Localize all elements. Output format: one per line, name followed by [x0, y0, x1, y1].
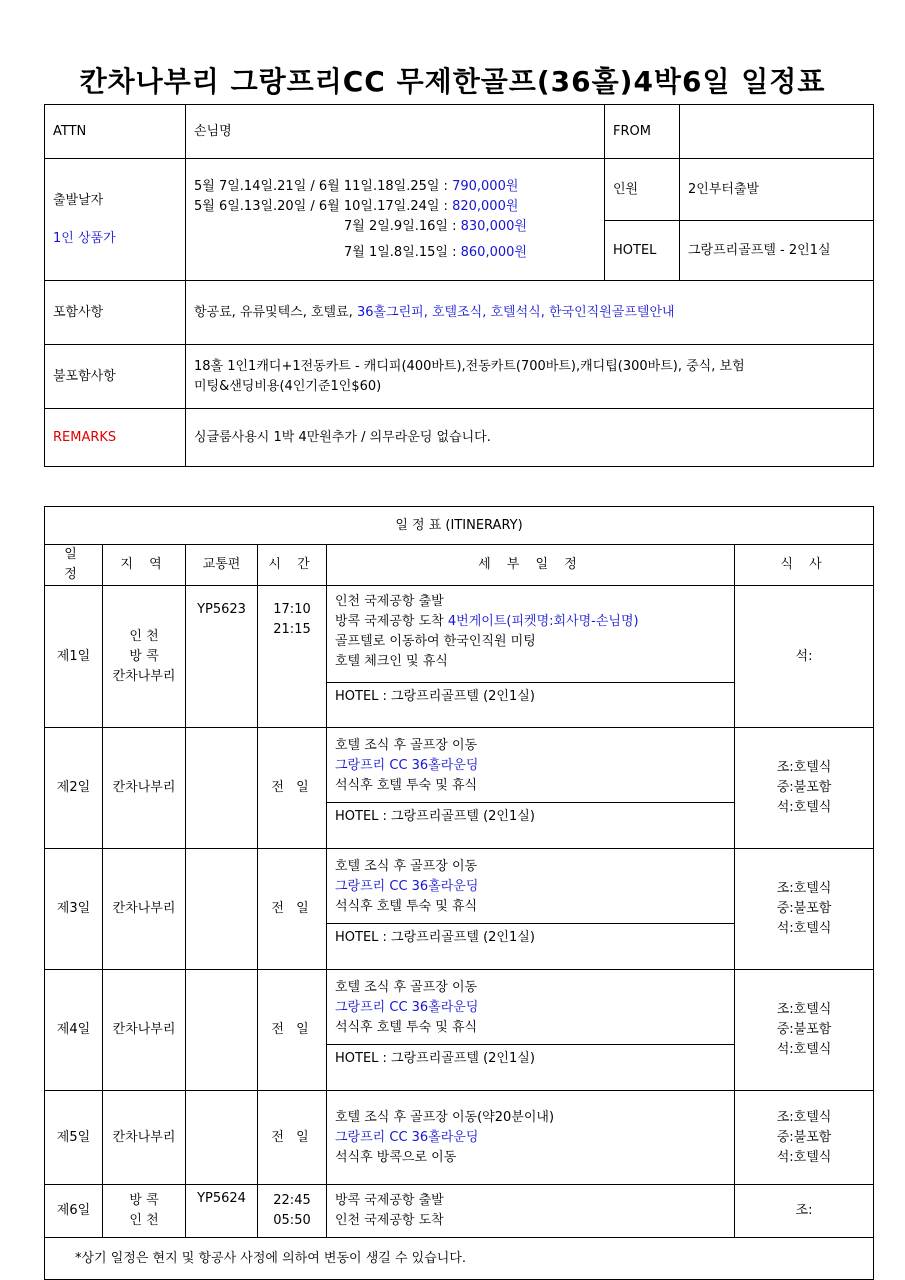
date-price-1: 790,000원	[452, 178, 519, 194]
hotel-value: 그랑프리골프텔 - 2인1실	[680, 221, 874, 281]
meal-cell: 조:호텔식 중:불포함 석:호텔식	[735, 970, 874, 1091]
itinerary-title: 일 정 표 (ITINERARY)	[45, 507, 874, 545]
day-label: 제1일	[45, 586, 103, 728]
transport-cell: YP5624	[186, 1185, 258, 1238]
time-cell: 17:10 21:15	[258, 586, 327, 728]
transport-cell	[186, 1091, 258, 1185]
day-label: 제4일	[45, 970, 103, 1091]
date-row-4: 7월 1일.8일.15일 : 860,000원	[344, 244, 527, 260]
time-cell: 전 일	[258, 1091, 327, 1185]
included-label: 포함사항	[45, 281, 186, 345]
table-row	[45, 586, 874, 728]
time-cell: 전 일	[258, 728, 327, 849]
meal-cell: 조:호텔식 중:불포함 석:호텔식	[735, 1091, 874, 1185]
hotel-line: HOTEL : 그랑프리골프텔 (2인1실)	[327, 1044, 734, 1073]
price-label: 1인 상품가	[53, 230, 116, 246]
people-label: 인원	[605, 159, 680, 221]
from-label: FROM	[605, 105, 680, 159]
region-cell: 칸차나부리	[103, 970, 186, 1091]
attn-value: 손님명	[186, 105, 605, 159]
table-row	[45, 728, 874, 849]
date-row-1: 5월 7일.14일.21일 / 6월 11일.18일.25일 : 790,000원	[194, 178, 519, 194]
table-row	[45, 1185, 874, 1238]
region-cell: 칸차나부리	[103, 849, 186, 970]
meal-cell: 조:호텔식 중:불포함 석:호텔식	[735, 728, 874, 849]
table-row	[45, 970, 874, 1091]
detail-cell: 호텔 조식 후 골프장 이동(약20분이내) 그랑프리 CC 36홀라운딩 석식후 방콕으로 이동	[327, 1091, 735, 1185]
excluded-label: 불포함사항	[45, 345, 186, 409]
region-cell: 인 천 방 콕 칸차나부리	[103, 586, 186, 728]
transport-cell: YP5623	[186, 586, 258, 728]
dates-cell	[186, 159, 605, 281]
hotel-label: HOTEL	[605, 221, 680, 281]
detail-cell: 호텔 조식 후 골프장 이동 그랑프리 CC 36홀라운딩 석식후 호텔 투숙 및 휴식 HOTEL : 그랑프리골프텔 (2인1실)	[327, 728, 735, 849]
date-row-3: 7월 2일.9일.16일 : 830,000원	[344, 218, 527, 234]
header-region: 지 역	[103, 545, 186, 586]
page-title: 칸차나부리 그랑프리CC 무제한골프(36홀)4박6일 일정표	[79, 65, 826, 98]
header-day: 일 정	[45, 545, 103, 586]
included-value: 항공료, 유류및텍스, 호텔료, 36홀그린피, 호텔조식, 호텔석식, 한국인직원골프텔안내	[186, 281, 874, 345]
meal-cell: 석:	[735, 586, 874, 728]
meal-cell: 조:	[735, 1185, 874, 1238]
hotel-line: HOTEL : 그랑프리골프텔 (2인1실)	[327, 802, 734, 831]
detail-cell: 호텔 조식 후 골프장 이동 그랑프리 CC 36홀라운딩 석식후 호텔 투숙 및 휴식 HOTEL : 그랑프리골프텔 (2인1실)	[327, 970, 735, 1091]
time-cell: 전 일	[258, 970, 327, 1091]
date-price-4: 860,000원	[460, 244, 527, 260]
day-label: 제6일	[45, 1185, 103, 1238]
hotel-line: HOTEL : 그랑프리골프텔 (2인1실)	[327, 682, 734, 711]
info-table	[44, 104, 874, 467]
header-meal: 식 사	[735, 545, 874, 586]
day-label: 제5일	[45, 1091, 103, 1185]
footnote: *상기 일정은 현지 및 항공사 사정에 의하여 변동이 생길 수 있습니다.	[45, 1238, 874, 1280]
transport-cell	[186, 728, 258, 849]
itinerary-table	[44, 506, 874, 1280]
departure-label: 출발날자	[53, 192, 104, 208]
table-row	[45, 1091, 874, 1185]
people-value: 2인부터출발	[680, 159, 874, 221]
date-price-2: 820,000원	[452, 198, 519, 214]
table-row	[45, 849, 874, 970]
day-label: 제2일	[45, 728, 103, 849]
from-value	[680, 105, 874, 159]
detail-cell: 호텔 조식 후 골프장 이동 그랑프리 CC 36홀라운딩 석식후 호텔 투숙 및 휴식 HOTEL : 그랑프리골프텔 (2인1실)	[327, 849, 735, 970]
header-time: 시 간	[258, 545, 327, 586]
region-cell: 칸차나부리	[103, 728, 186, 849]
region-cell: 칸차나부리	[103, 1091, 186, 1185]
remarks-label: REMARKS	[45, 409, 186, 467]
meal-cell: 조:호텔식 중:불포함 석:호텔식	[735, 849, 874, 970]
date-row-2: 5월 6일.13일.20일 / 6월 10일.17일.24일 : 820,000원	[194, 198, 519, 214]
remarks-value: 싱글룸사용시 1박 4만원추가 / 의무라운딩 없습니다.	[186, 409, 874, 467]
day-label: 제3일	[45, 849, 103, 970]
time-cell: 22:45 05:50	[258, 1185, 327, 1238]
date-price-3: 830,000원	[460, 218, 527, 234]
transport-cell	[186, 849, 258, 970]
hotel-line: HOTEL : 그랑프리골프텔 (2인1실)	[327, 923, 734, 952]
time-cell: 전 일	[258, 849, 327, 970]
region-cell: 방 콕 인 천	[103, 1185, 186, 1238]
header-transport: 교통편	[186, 545, 258, 586]
transport-cell	[186, 970, 258, 1091]
attn-label: ATTN	[45, 105, 186, 159]
detail-cell: 인천 국제공항 출발 방콕 국제공항 도착 4번게이트(피켓명:회사명-손님명) 골프텔로 이동하여 한국인직원 미팅 호텔 체크인 및 휴식 HOTEL : 그랑프리골프텔 (2인1실)	[327, 586, 735, 728]
departure-cell	[45, 159, 186, 281]
detail-cell: 방콕 국제공항 출발 인천 국제공항 도착	[327, 1185, 735, 1238]
header-detail: 세 부 일 정	[327, 545, 735, 586]
excluded-value: 18홀 1인1캐디+1전동카트 - 캐디피(400바트),전동카트(700바트),캐디팁(300바트), 중식, 보험 미팅&샌딩비용(4인기준1인$60)	[186, 345, 874, 409]
